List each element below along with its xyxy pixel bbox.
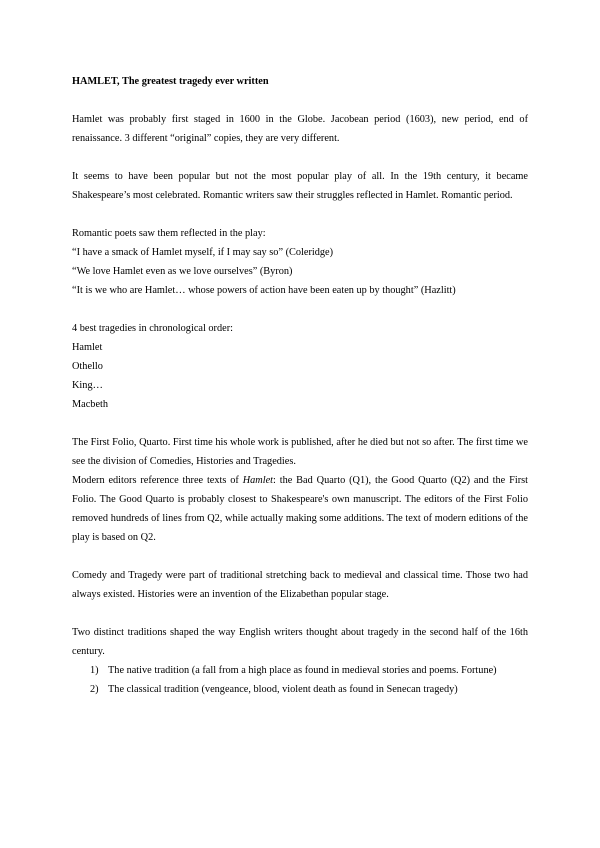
quote-coleridge: “I have a smack of Hamlet myself, if I may say so” (Coleridge) <box>72 247 334 258</box>
document-title: HAMLET, The greatest tragedy ever written <box>72 76 269 87</box>
spacer <box>72 205 528 224</box>
paragraph-modern-editors <box>72 471 528 547</box>
list-item <box>72 661 528 680</box>
tragedy-item: Othello <box>72 361 103 372</box>
editors-text-italic: Hamlet <box>242 475 274 486</box>
paragraph-first-folio: The First Folio, Quarto. First time his whole work is published, after he died but not so after. The first time we see the division of Comedies, Histories and Tragedies. <box>72 437 528 467</box>
quote-byron: “We love Hamlet even as we love ourselves” (Byron) <box>72 266 293 277</box>
list-text: The classical tradition (vengeance, blood, violent death as found in Senecan tragedy) <box>108 684 458 695</box>
document-page <box>72 72 528 699</box>
list-number: 2) <box>90 684 99 695</box>
editors-text-after: : the Bad Quarto (Q1), the Good Quarto (Q2) and the First Folio. The Good Quarto is probably closest to Shakespeare's own manuscript. The editors of the First Folio removed hundreds of lines from Q2, while actually making some additions. The text of modern editions of the play is based on Q2. <box>72 475 528 543</box>
tragedy-item: King… <box>72 380 103 391</box>
spacer <box>72 148 528 167</box>
paragraph-popularity: It seems to have been popular but not the most popular play of all. In the 19th century, it became Shakespeare’s most celebrated. Romantic writers saw their struggles reflected in Hamlet. Romantic period. <box>72 171 528 201</box>
paragraph-staging: Hamlet was probably first staged in 1600 in the Globe. Jacobean period (1603), new period, end of renaissance. 3 different “original” copies, they are very different. <box>72 114 528 144</box>
tragedy-item: Macbeth <box>72 399 109 410</box>
paragraph-comedy-tragedy: Comedy and Tragedy were part of traditional stretching back to medieval and classical time. Those two had always existed. Histories were an invention of the Elizabethan popular stage. <box>72 570 528 600</box>
editors-text-before: Modern editors reference three texts of <box>72 475 243 486</box>
list-item <box>72 680 528 699</box>
romantic-intro: Romantic poets saw them reflected in the play: <box>72 228 266 239</box>
spacer <box>72 604 528 623</box>
spacer <box>72 91 528 110</box>
spacer <box>72 547 528 566</box>
list-text: The native tradition (a fall from a high place as found in medieval stories and poems. Fortune) <box>108 665 497 676</box>
paragraph-traditions: Two distinct traditions shaped the way English writers thought about tragedy in the second half of the 16th century. <box>72 627 528 657</box>
traditions-list <box>72 661 528 699</box>
tragedies-intro: 4 best tragedies in chronological order: <box>72 323 233 334</box>
list-number: 1) <box>90 665 99 676</box>
quote-hazlitt: “It is we who are Hamlet… whose powers of action have been eaten up by thought” (Hazlitt) <box>72 285 456 296</box>
spacer <box>72 414 528 433</box>
spacer <box>72 300 528 319</box>
tragedy-item: Hamlet <box>72 342 103 353</box>
